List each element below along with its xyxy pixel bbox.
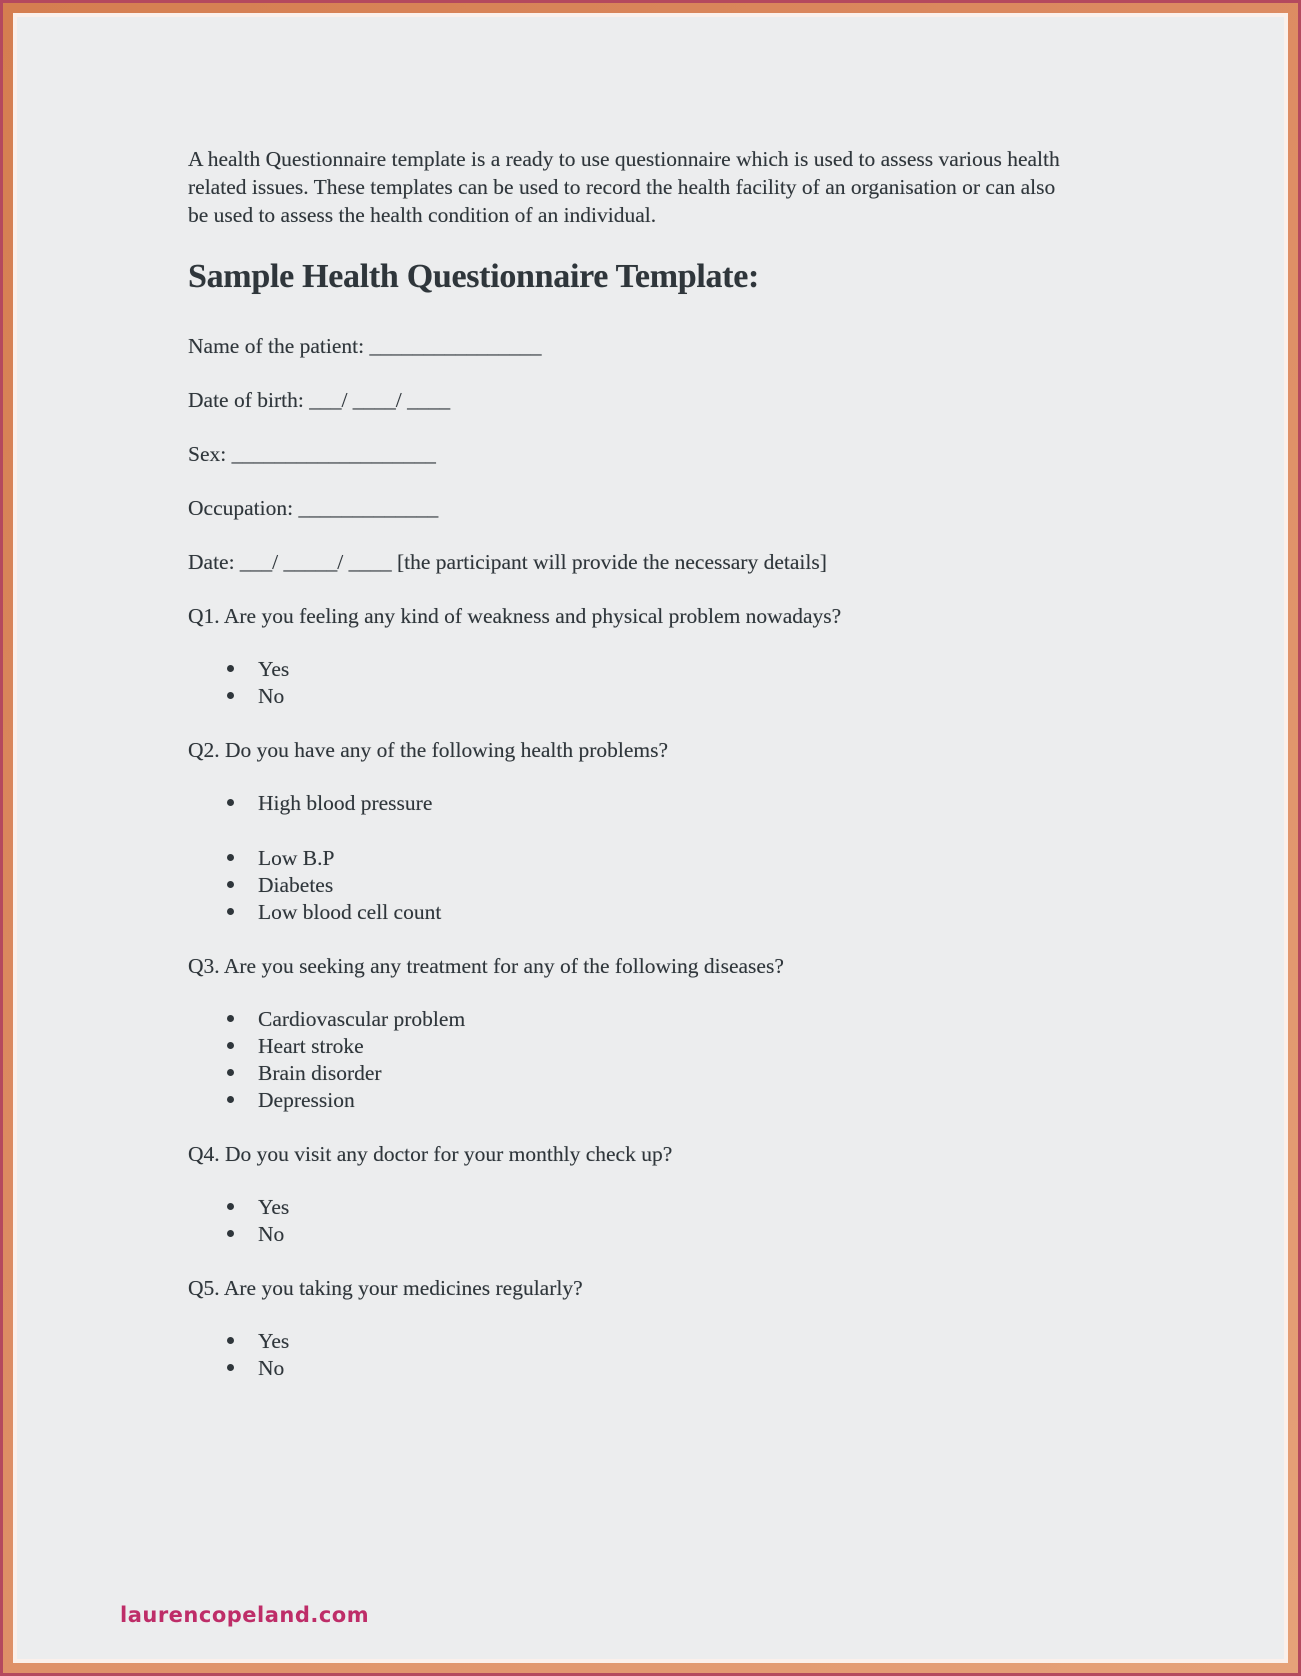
bullet-icon	[227, 1230, 234, 1237]
option-label: Diabetes	[258, 873, 334, 897]
bullet-icon	[227, 1364, 234, 1371]
bullet-icon	[227, 692, 234, 699]
option-label: No	[258, 1222, 285, 1246]
option-label: Depression	[258, 1088, 355, 1112]
decorative-frame-orange	[3, 3, 1298, 1673]
question-5-text: Q5. Are you taking your medicines regularly?	[188, 1276, 583, 1300]
bullet-icon	[227, 1015, 234, 1022]
option-label: Yes	[258, 657, 290, 681]
question-3-options	[225, 1006, 1244, 1114]
bullet-icon	[227, 881, 234, 888]
bullet-icon	[227, 1042, 234, 1049]
option-cardiovascular-problem	[225, 1006, 1244, 1033]
field-patient-name: Name of the patient: ________________	[188, 334, 542, 358]
option-label: Cardiovascular problem	[258, 1007, 466, 1031]
question-3	[188, 953, 1244, 1114]
option-diabetes	[225, 872, 1244, 899]
option-label: Brain disorder	[258, 1061, 382, 1085]
option-low-blood-cell-count	[225, 899, 1244, 926]
option-yes	[225, 1194, 1244, 1221]
option-low-bp	[225, 845, 1244, 872]
question-1-options	[225, 656, 1244, 710]
question-4	[188, 1141, 1244, 1248]
option-label: Low B.P	[258, 846, 335, 870]
option-no	[225, 1221, 1244, 1248]
option-no	[225, 1355, 1244, 1382]
bullet-icon	[227, 908, 234, 915]
question-4-options	[225, 1194, 1244, 1248]
bullet-icon	[227, 1337, 234, 1344]
option-label: Yes	[258, 1329, 290, 1353]
question-1-text: Q1. Are you feeling any kind of weakness and physical problem nowadays?	[188, 604, 842, 628]
option-yes	[225, 1328, 1244, 1355]
option-brain-disorder	[225, 1060, 1244, 1087]
option-label: Low blood cell count	[258, 900, 442, 924]
form-fields	[188, 333, 1244, 576]
option-yes	[225, 656, 1244, 683]
option-label: No	[258, 684, 285, 708]
intro-paragraph: A health Questionnaire template is a ready to use questionnaire which is used to assess various health related issues. These templates can be used to record the health facility of an organisation or can also be used to assess the health condition of an individual.	[188, 147, 1060, 227]
field-occupation: Occupation: _____________	[188, 496, 439, 520]
option-heart-stroke	[225, 1033, 1244, 1060]
option-label: Yes	[258, 1195, 290, 1219]
field-date: Date: ___/ _____/ ____ [the participant will provide the necessary details]	[188, 550, 827, 574]
question-5-options	[225, 1328, 1244, 1382]
field-sex: Sex: ___________________	[188, 442, 436, 466]
watermark-link[interactable]: laurencopeland.com	[120, 1603, 370, 1627]
question-5	[188, 1275, 1244, 1382]
bullet-icon	[227, 799, 234, 806]
option-label: High blood pressure	[258, 791, 433, 815]
question-2	[188, 737, 1244, 926]
field-date-of-birth: Date of birth: ___/ ____/ ____	[188, 388, 451, 412]
bullet-icon	[227, 1069, 234, 1076]
question-1	[188, 603, 1244, 710]
bullet-icon	[227, 1096, 234, 1103]
question-2-text: Q2. Do you have any of the following health problems?	[188, 738, 669, 762]
option-high-blood-pressure	[225, 790, 1244, 817]
bullet-icon	[227, 665, 234, 672]
option-label: No	[258, 1356, 285, 1380]
question-3-text: Q3. Are you seeking any treatment for any of the following diseases?	[188, 954, 784, 978]
bullet-icon	[227, 1203, 234, 1210]
option-label: Heart stroke	[258, 1034, 364, 1058]
option-no	[225, 683, 1244, 710]
bullet-icon	[227, 854, 234, 861]
document-page	[17, 17, 1284, 1659]
option-depression	[225, 1087, 1244, 1114]
question-2-options	[225, 790, 1244, 926]
page-title: Sample Health Questionnaire Template:	[188, 258, 760, 295]
question-4-text: Q4. Do you visit any doctor for your monthly check up?	[188, 1142, 673, 1166]
document-content	[17, 17, 1284, 1382]
decorative-frame-light	[13, 13, 1288, 1663]
